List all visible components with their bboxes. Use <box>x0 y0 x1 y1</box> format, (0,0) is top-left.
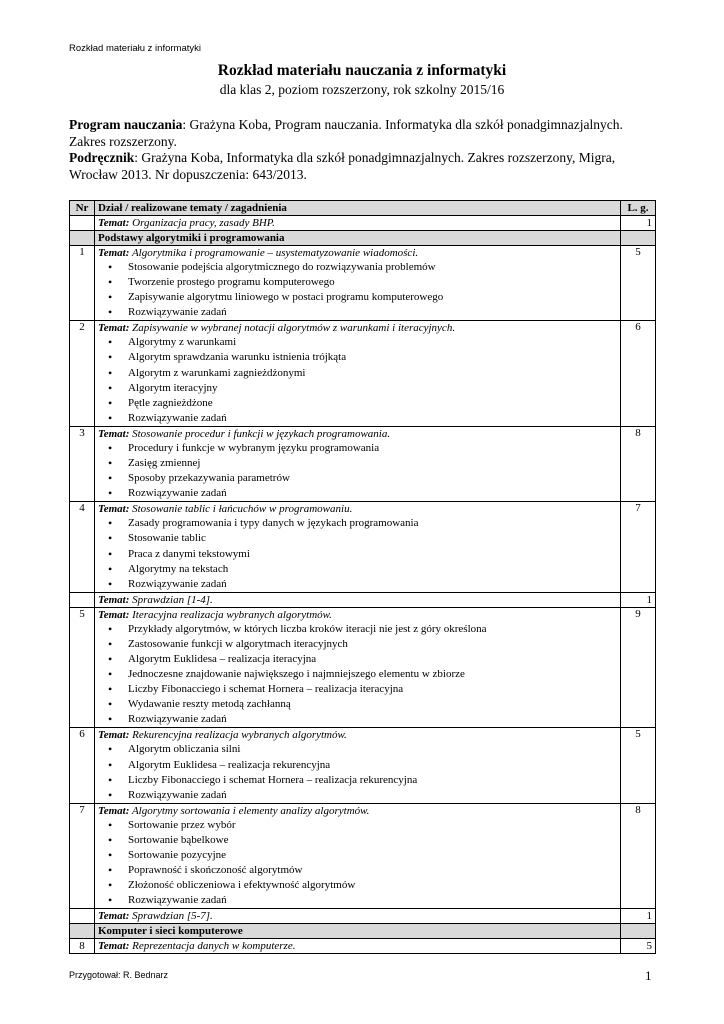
topic-line <box>98 593 617 607</box>
row-number: 8 <box>70 939 95 954</box>
list-item: • Algorytm z warunkami zagnieżdżonymi <box>98 366 617 381</box>
topic-line <box>98 321 617 335</box>
list-item: • Zasady programowania i typy danych w językach programowania <box>98 516 617 531</box>
topic-title: Organizacja pracy, zasady BHP. <box>132 217 275 229</box>
topic-title: Reprezentacja danych w komputerze. <box>132 940 296 953</box>
list-item: • Algorytmy na tekstach <box>98 562 617 577</box>
list-item: • Liczby Fibonacciego i schemat Hornera – realizacja iteracyjna <box>98 682 617 697</box>
row-lessons: 5 <box>621 246 656 321</box>
row-content <box>95 939 621 954</box>
list-item: • Zastosowanie funkcji w algorytmach iteracyjnych <box>98 637 617 652</box>
table-row <box>70 592 656 607</box>
list-item: • Rozwiązywanie zadań <box>98 577 617 592</box>
section-nr-cell <box>70 924 95 939</box>
row-number: 5 <box>70 607 95 728</box>
list-item: • Sortowanie przez wybór <box>98 818 617 833</box>
topic-items <box>98 516 617 591</box>
program-label: Program nauczania <box>69 117 183 132</box>
row-content <box>95 426 621 501</box>
topic-title: Rekurencyjna realizacja wybranych algorytmów. <box>132 729 347 742</box>
document-subtitle: dla klas 2, poziom rozszerzony, rok szkolny 2015/16 <box>219 82 505 97</box>
program-line <box>69 117 659 150</box>
topic-items <box>98 335 617 426</box>
topic-line <box>98 216 617 230</box>
list-item: • Jednoczesne znajdowanie największego i najmniejszego elementu w zbiorze <box>98 667 617 682</box>
list-item: • Algorytm Euklidesa – realizacja iteracyjna <box>98 652 617 667</box>
table-row <box>70 728 656 803</box>
row-content <box>95 321 621 427</box>
schedule-table <box>69 200 656 954</box>
row-content <box>95 607 621 728</box>
topic-items <box>98 260 617 320</box>
list-item: • Stosowanie tablic <box>98 531 617 546</box>
schedule-body <box>70 216 656 954</box>
row-content <box>95 803 621 909</box>
table-header-row <box>70 201 656 216</box>
list-item: • Tworzenie prostego programu komputerowego <box>98 275 617 290</box>
topic-title: Algorytmika i programowanie – usystematyzowanie wiadomości. <box>131 247 419 259</box>
program-text: : Grażyna Koba, Program nauczania. Informatyka dla szkół ponadgimnazjalnych. Zakres rozszerzony. <box>69 117 623 149</box>
list-item: • Przykłady algorytmów, w których liczba kroków iteracji nie jest z góry określona <box>98 622 617 637</box>
list-item: • Rozwiązywanie zadań <box>98 305 617 320</box>
row-content <box>95 216 621 231</box>
list-item: • Algorytm obliczania silni <box>98 742 617 757</box>
table-row <box>70 803 656 909</box>
list-item: • Sortowanie bąbelkowe <box>98 833 617 848</box>
header-lessons: L. g. <box>621 201 656 216</box>
row-lessons: 9 <box>621 607 656 728</box>
list-item: • Rozwiązywanie zadań <box>98 712 617 727</box>
list-item: • Rozwiązywanie zadań <box>98 411 617 426</box>
topic-title: Zapisywanie w wybranej notacji algorytmów z warunkami i iteracyjnych. <box>132 322 456 335</box>
list-item: • Sposoby przekazywania parametrów <box>98 471 617 486</box>
topic-title: Iteracyjna realizacja wybranych algorytmów. <box>132 608 332 621</box>
topic-items <box>98 441 617 501</box>
table-row <box>70 909 656 924</box>
section-row <box>70 924 656 939</box>
row-content <box>95 592 621 607</box>
topic-title: Sprawdzian [1-4]. <box>132 593 213 606</box>
row-lessons: 5 <box>621 939 656 954</box>
list-item: • Rozwiązywanie zadań <box>98 788 617 803</box>
table-row <box>70 321 656 427</box>
topic-items <box>98 742 617 802</box>
topic-title: Stosowanie procedur i funkcji w językach programowania. <box>132 427 391 440</box>
topic-items <box>98 818 617 909</box>
footer-author: Przygotował: R. Bednarz <box>69 970 169 980</box>
list-item: • Algorytm Euklidesa – realizacja rekurencyjna <box>98 758 617 773</box>
topic-prefix: Temat: <box>98 427 130 440</box>
row-content <box>95 502 621 592</box>
row-content <box>95 246 621 321</box>
running-header: Rozkład materiału z informatyki <box>69 43 201 54</box>
list-item: • Praca z danymi tekstowymi <box>98 547 617 562</box>
section-nr-cell <box>70 231 95 246</box>
topic-line <box>98 804 617 818</box>
row-number: 3 <box>70 426 95 501</box>
list-item: • Wydawanie reszty metodą zachłanną <box>98 697 617 712</box>
list-item: • Algorytmy z warunkami <box>98 335 617 350</box>
section-lessons-cell <box>621 231 656 246</box>
document-title: Rozkład materiału nauczania z informatyki <box>217 62 507 79</box>
row-lessons: 8 <box>621 426 656 501</box>
list-item: • Zasięg zmiennej <box>98 456 617 471</box>
topic-prefix: Temat: <box>98 910 130 923</box>
topic-prefix: Temat: <box>98 322 130 335</box>
table-row <box>70 246 656 321</box>
list-item: • Pętle zagnieżdżone <box>98 396 617 411</box>
topic-line <box>98 246 617 260</box>
topic-line <box>98 427 617 441</box>
row-number <box>70 909 95 924</box>
row-number: 2 <box>70 321 95 427</box>
row-lessons: 5 <box>621 728 656 803</box>
header-topic: Dział / realizowane tematy / zagadnienia <box>95 201 621 216</box>
row-lessons: 8 <box>621 803 656 909</box>
row-number: 6 <box>70 728 95 803</box>
section-lessons-cell <box>621 924 656 939</box>
table-row <box>70 502 656 592</box>
row-number <box>70 592 95 607</box>
table-row <box>70 216 656 231</box>
program-info <box>69 117 659 183</box>
topic-prefix: Temat: <box>98 503 130 516</box>
topic-line <box>98 939 617 953</box>
section-title: Komputer i sieci komputerowe <box>95 924 621 939</box>
title-block <box>0 61 724 99</box>
list-item: • Algorytm iteracyjny <box>98 381 617 396</box>
row-lessons: 6 <box>621 321 656 427</box>
topic-items <box>98 622 617 728</box>
row-number <box>70 216 95 231</box>
topic-prefix: Temat: <box>98 940 130 953</box>
row-lessons: 1 <box>621 592 656 607</box>
header-nr: Nr <box>70 201 95 216</box>
table-row <box>70 607 656 728</box>
list-item: • Liczby Fibonacciego i schemat Hornera – realizacja rekurencyjna <box>98 773 617 788</box>
section-row <box>70 231 656 246</box>
list-item: • Zapisywanie algorytmu liniowego w postaci programu komputerowego <box>98 290 617 305</box>
row-number: 7 <box>70 803 95 909</box>
topic-title: Sprawdzian [5-7]. <box>132 910 213 923</box>
section-title: Podstawy algorytmiki i programowania <box>95 231 621 246</box>
topic-line <box>98 728 617 742</box>
topic-title: Algorytmy sortowania i elementy analizy algorytmów. <box>131 804 370 817</box>
list-item: • Poprawność i skończoność algorytmów <box>98 863 617 878</box>
topic-prefix: Temat: <box>98 593 130 606</box>
table-row <box>70 426 656 501</box>
table-row <box>70 939 656 954</box>
page-number: 1 <box>645 968 652 983</box>
row-lessons: 1 <box>621 909 656 924</box>
row-lessons: 1 <box>621 216 656 231</box>
list-item: • Procedury i funkcje w wybranym języku programowania <box>98 441 617 456</box>
row-number: 4 <box>70 502 95 592</box>
topic-prefix: Temat: <box>98 804 130 817</box>
list-item: • Rozwiązywanie zadań <box>98 893 617 908</box>
list-item: • Algorytm sprawdzania warunku istnienia trójkąta <box>98 350 617 365</box>
textbook-label: Podręcznik <box>69 150 135 165</box>
topic-prefix: Temat: <box>98 608 130 621</box>
topic-line <box>98 502 617 516</box>
row-lessons: 7 <box>621 502 656 592</box>
row-content <box>95 909 621 924</box>
topic-line <box>98 909 617 923</box>
textbook-text: : Grażyna Koba, Informatyka dla szkół ponadgimnazjalnych. Zakres rozszerzony, Migra, Wrocław 2013. Nr dopuszczenia: 643/2013. <box>69 150 616 182</box>
row-number: 1 <box>70 246 95 321</box>
list-item: • Rozwiązywanie zadań <box>98 486 617 501</box>
row-content <box>95 728 621 803</box>
list-item: • Złożoność obliczeniowa i efektywność algorytmów <box>98 878 617 893</box>
topic-prefix: Temat: <box>98 217 130 229</box>
list-item: • Sortowanie pozycyjne <box>98 848 617 863</box>
list-item: • Stosowanie podejścia algorytmicznego do rozwiązywania problemów <box>98 260 617 275</box>
topic-prefix: Temat: <box>98 247 130 259</box>
textbook-line <box>69 150 659 183</box>
topic-title: Stosowanie tablic i łańcuchów w programowaniu. <box>132 503 353 516</box>
topic-line <box>98 608 617 622</box>
topic-prefix: Temat: <box>98 729 130 742</box>
